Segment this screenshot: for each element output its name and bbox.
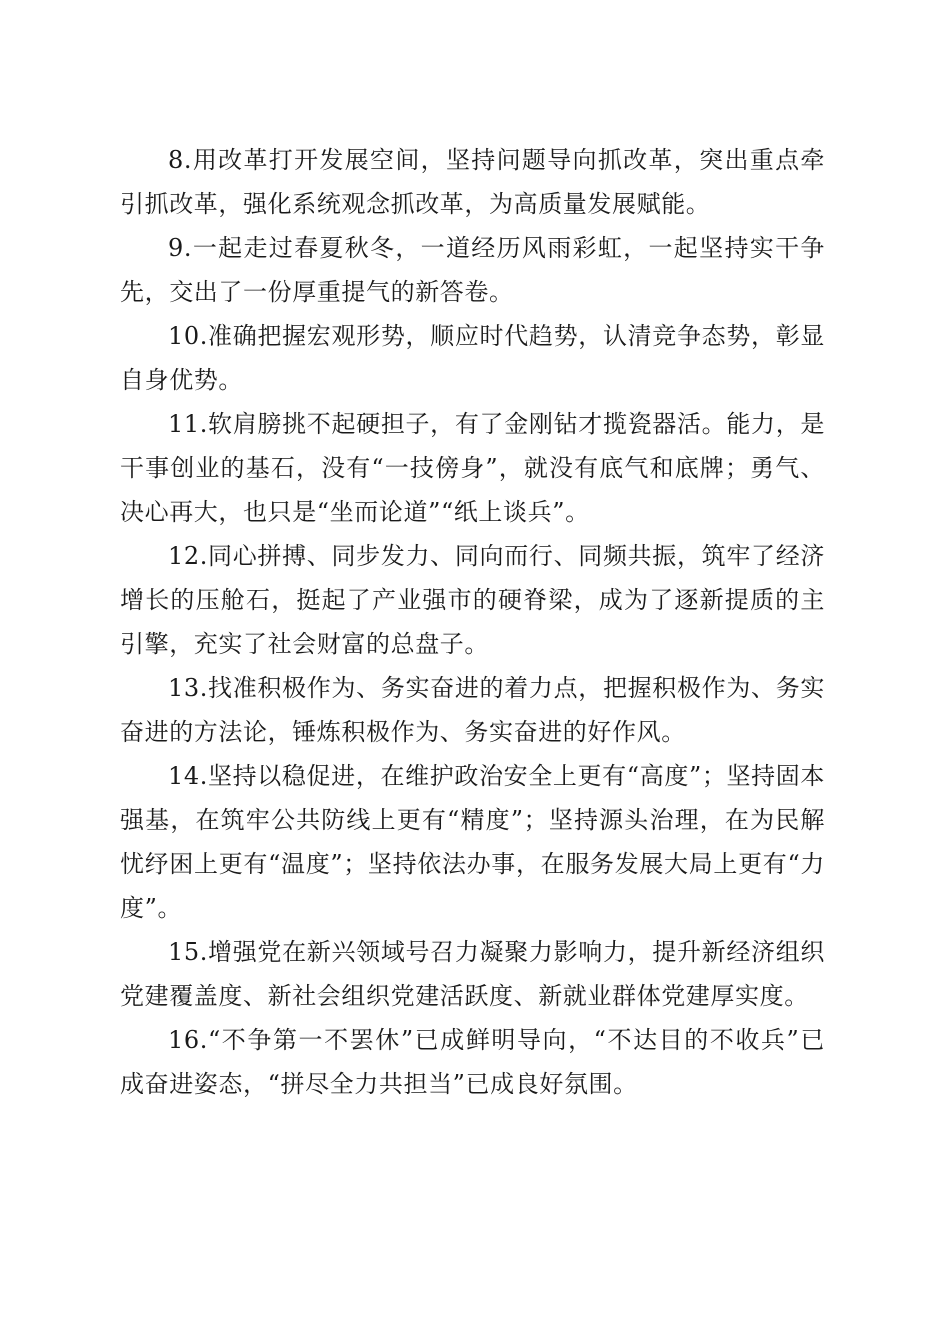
paragraph-9: 9.一起走过春夏秋冬，一道经历风雨彩虹，一起坚持实干争先，交出了一份厚重提气的新答卷。 [120, 234, 825, 306]
paragraph-14: 14.坚持以稳促进，在维护政治安全上更有“高度”；坚持固本强基，在筑牢公共防线上更有“精度”；坚持源头治理，在为民解忧纾困上更有“温度”；坚持依法办事，在服务发展大局上更有“力度”。 [120, 762, 825, 922]
paragraph-8: 8.用改革打开发展空间，坚持问题导向抓改革，突出重点牵引抓改革，强化系统观念抓改革，为高质量发展赋能。 [120, 146, 825, 218]
paragraph-11: 11.软肩膀挑不起硬担子，有了金刚钻才揽瓷器活。能力，是干事创业的基石，没有“一技傍身”，就没有底气和底牌；勇气、决心再大，也只是“坐而论道”“纸上谈兵”。 [120, 410, 825, 526]
paragraph-16: 16.“不争第一不罢休”已成鲜明导向，“不达目的不收兵”已成奋进姿态，“拼尽全力共担当”已成良好氛围。 [120, 1026, 825, 1098]
paragraph-10: 10.准确把握宏观形势，顺应时代趋势，认清竞争态势，彰显自身优势。 [120, 322, 825, 394]
document-page [120, 138, 825, 1106]
paragraph-13: 13.找准积极作为、务实奋进的着力点，把握积极作为、务实奋进的方法论，锤炼积极作为、务实奋进的好作风。 [120, 674, 825, 746]
paragraph-15: 15.增强党在新兴领域号召力凝聚力影响力，提升新经济组织党建覆盖度、新社会组织党建活跃度、新就业群体党建厚实度。 [120, 938, 825, 1010]
paragraph-12: 12.同心拼搏、同步发力、同向而行、同频共振，筑牢了经济增长的压舱石，挺起了产业强市的硬脊梁，成为了逐新提质的主引擎，充实了社会财富的总盘子。 [120, 542, 825, 658]
